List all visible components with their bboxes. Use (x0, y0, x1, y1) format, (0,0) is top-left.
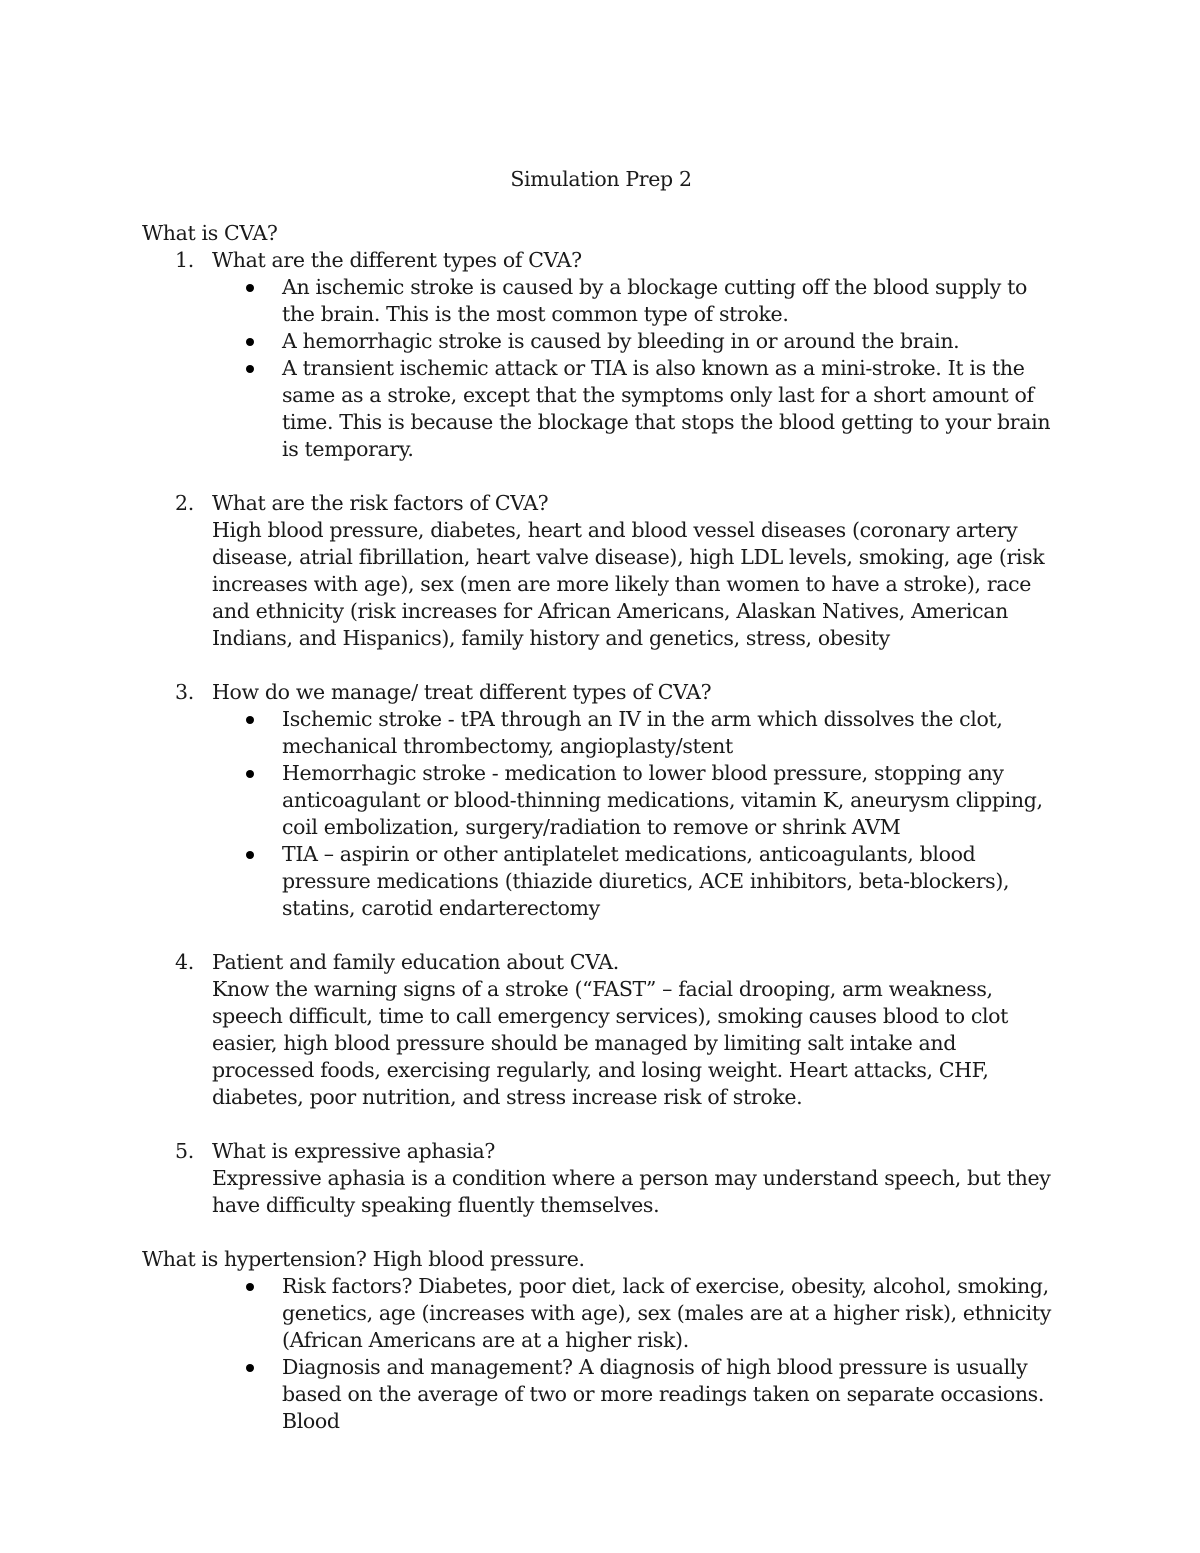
list-item (142, 706, 1060, 760)
answer-text: Know the warning signs of a stroke (“FAST” – facial drooping, arm weakness, speech difficult, time to call emergency services), smoking causes blood to clot easier, high blood pressure should be managed by limiting salt intake and processed foods, exercising regularly, and losing weight. Heart attacks, CHF, diabetes, poor nutrition, and stress increase risk of stroke. (212, 977, 1009, 1109)
question-1 (142, 247, 1060, 463)
question-text: How do we manage/ treat different types of CVA? (212, 680, 712, 704)
answer-text: Expressive aphasia is a condition where a person may understand speech, but they have difficulty speaking fluently themselves. (212, 1166, 1051, 1217)
bullet-icon (246, 1283, 254, 1291)
cva-types-list (212, 274, 1060, 463)
list-item (142, 355, 1060, 463)
question-5 (142, 1138, 1060, 1219)
question-3 (142, 679, 1060, 922)
question-number: 4. (175, 950, 194, 974)
question-number: 2. (175, 491, 194, 515)
cva-treatment-list (212, 706, 1060, 922)
list-item-text: Diagnosis and management? A diagnosis of high blood pressure is usually based on the average of two or more readings taken on separate occasions. Blood (282, 1355, 1045, 1433)
list-item (142, 1273, 1060, 1354)
question-text: What are the different types of CVA? (212, 248, 582, 272)
bullet-icon (246, 365, 254, 373)
bullet-icon (246, 338, 254, 346)
list-item (142, 328, 1060, 355)
question-number: 5. (175, 1139, 194, 1163)
question-text: What is expressive aphasia? (212, 1139, 496, 1163)
question-number: 3. (175, 680, 194, 704)
bullet-icon (246, 284, 254, 292)
bullet-icon (246, 770, 254, 778)
cva-heading: What is CVA? (142, 221, 278, 245)
hypertension-list (142, 1273, 1060, 1435)
question-text: What are the risk factors of CVA? (212, 491, 549, 515)
document-title: Simulation Prep 2 (510, 167, 692, 191)
bullet-icon (246, 716, 254, 724)
list-item-text: A transient ischemic attack or TIA is also known as a mini-stroke. It is the same as a stroke, except that the symptoms only last for a short amount of time. This is because the blockage that stops the blood getting to your brain is temporary. (282, 356, 1051, 461)
question-number: 1. (175, 248, 194, 272)
question-4 (142, 949, 1060, 1111)
hypertension-heading: What is hypertension? High blood pressure. (142, 1247, 585, 1271)
list-item-text: TIA – aspirin or other antiplatelet medications, anticoagulants, blood pressure medications (thiazide diuretics, ACE inhibitors, beta-blockers), statins, carotid endarterectomy (282, 842, 1010, 920)
list-item-text: A hemorrhagic stroke is caused by bleeding in or around the brain. (282, 329, 960, 353)
answer-text: High blood pressure, diabetes, heart and blood vessel diseases (coronary artery disease, atrial fibrillation, heart valve disease), high LDL levels, smoking, age (risk increases with age), sex (men are more likely than women to have a stroke), race and ethnicity (risk increases for African Americans, Alaskan Natives, American Indians, and Hispanics), family history and genetics, stress, obesity (212, 518, 1045, 650)
list-item (142, 760, 1060, 841)
list-item-text: Ischemic stroke - tPA through an IV in the arm which dissolves the clot, mechanical thrombectomy, angioplasty/stent (282, 707, 1003, 758)
bullet-icon (246, 851, 254, 859)
list-item (142, 1354, 1060, 1435)
list-item-text: Risk factors? Diabetes, poor diet, lack of exercise, obesity, alcohol, smoking, genetics, age (increases with age), sex (males are at a higher risk), ethnicity (African Americans are at a higher risk). (282, 1274, 1051, 1352)
bullet-icon (246, 1364, 254, 1372)
list-item (142, 841, 1060, 922)
question-2 (142, 490, 1060, 652)
list-item-text: An ischemic stroke is caused by a blockage cutting off the blood supply to the brain. This is the most common type of stroke. (282, 275, 1028, 326)
question-text: Patient and family education about CVA. (212, 950, 619, 974)
list-item (142, 274, 1060, 328)
cva-question-list (142, 247, 1060, 1219)
list-item-text: Hemorrhagic stroke - medication to lower blood pressure, stopping any anticoagulant or blood-thinning medications, vitamin K, aneurysm clipping, coil embolization, surgery/radiation to remove or shrink AVM (282, 761, 1043, 839)
